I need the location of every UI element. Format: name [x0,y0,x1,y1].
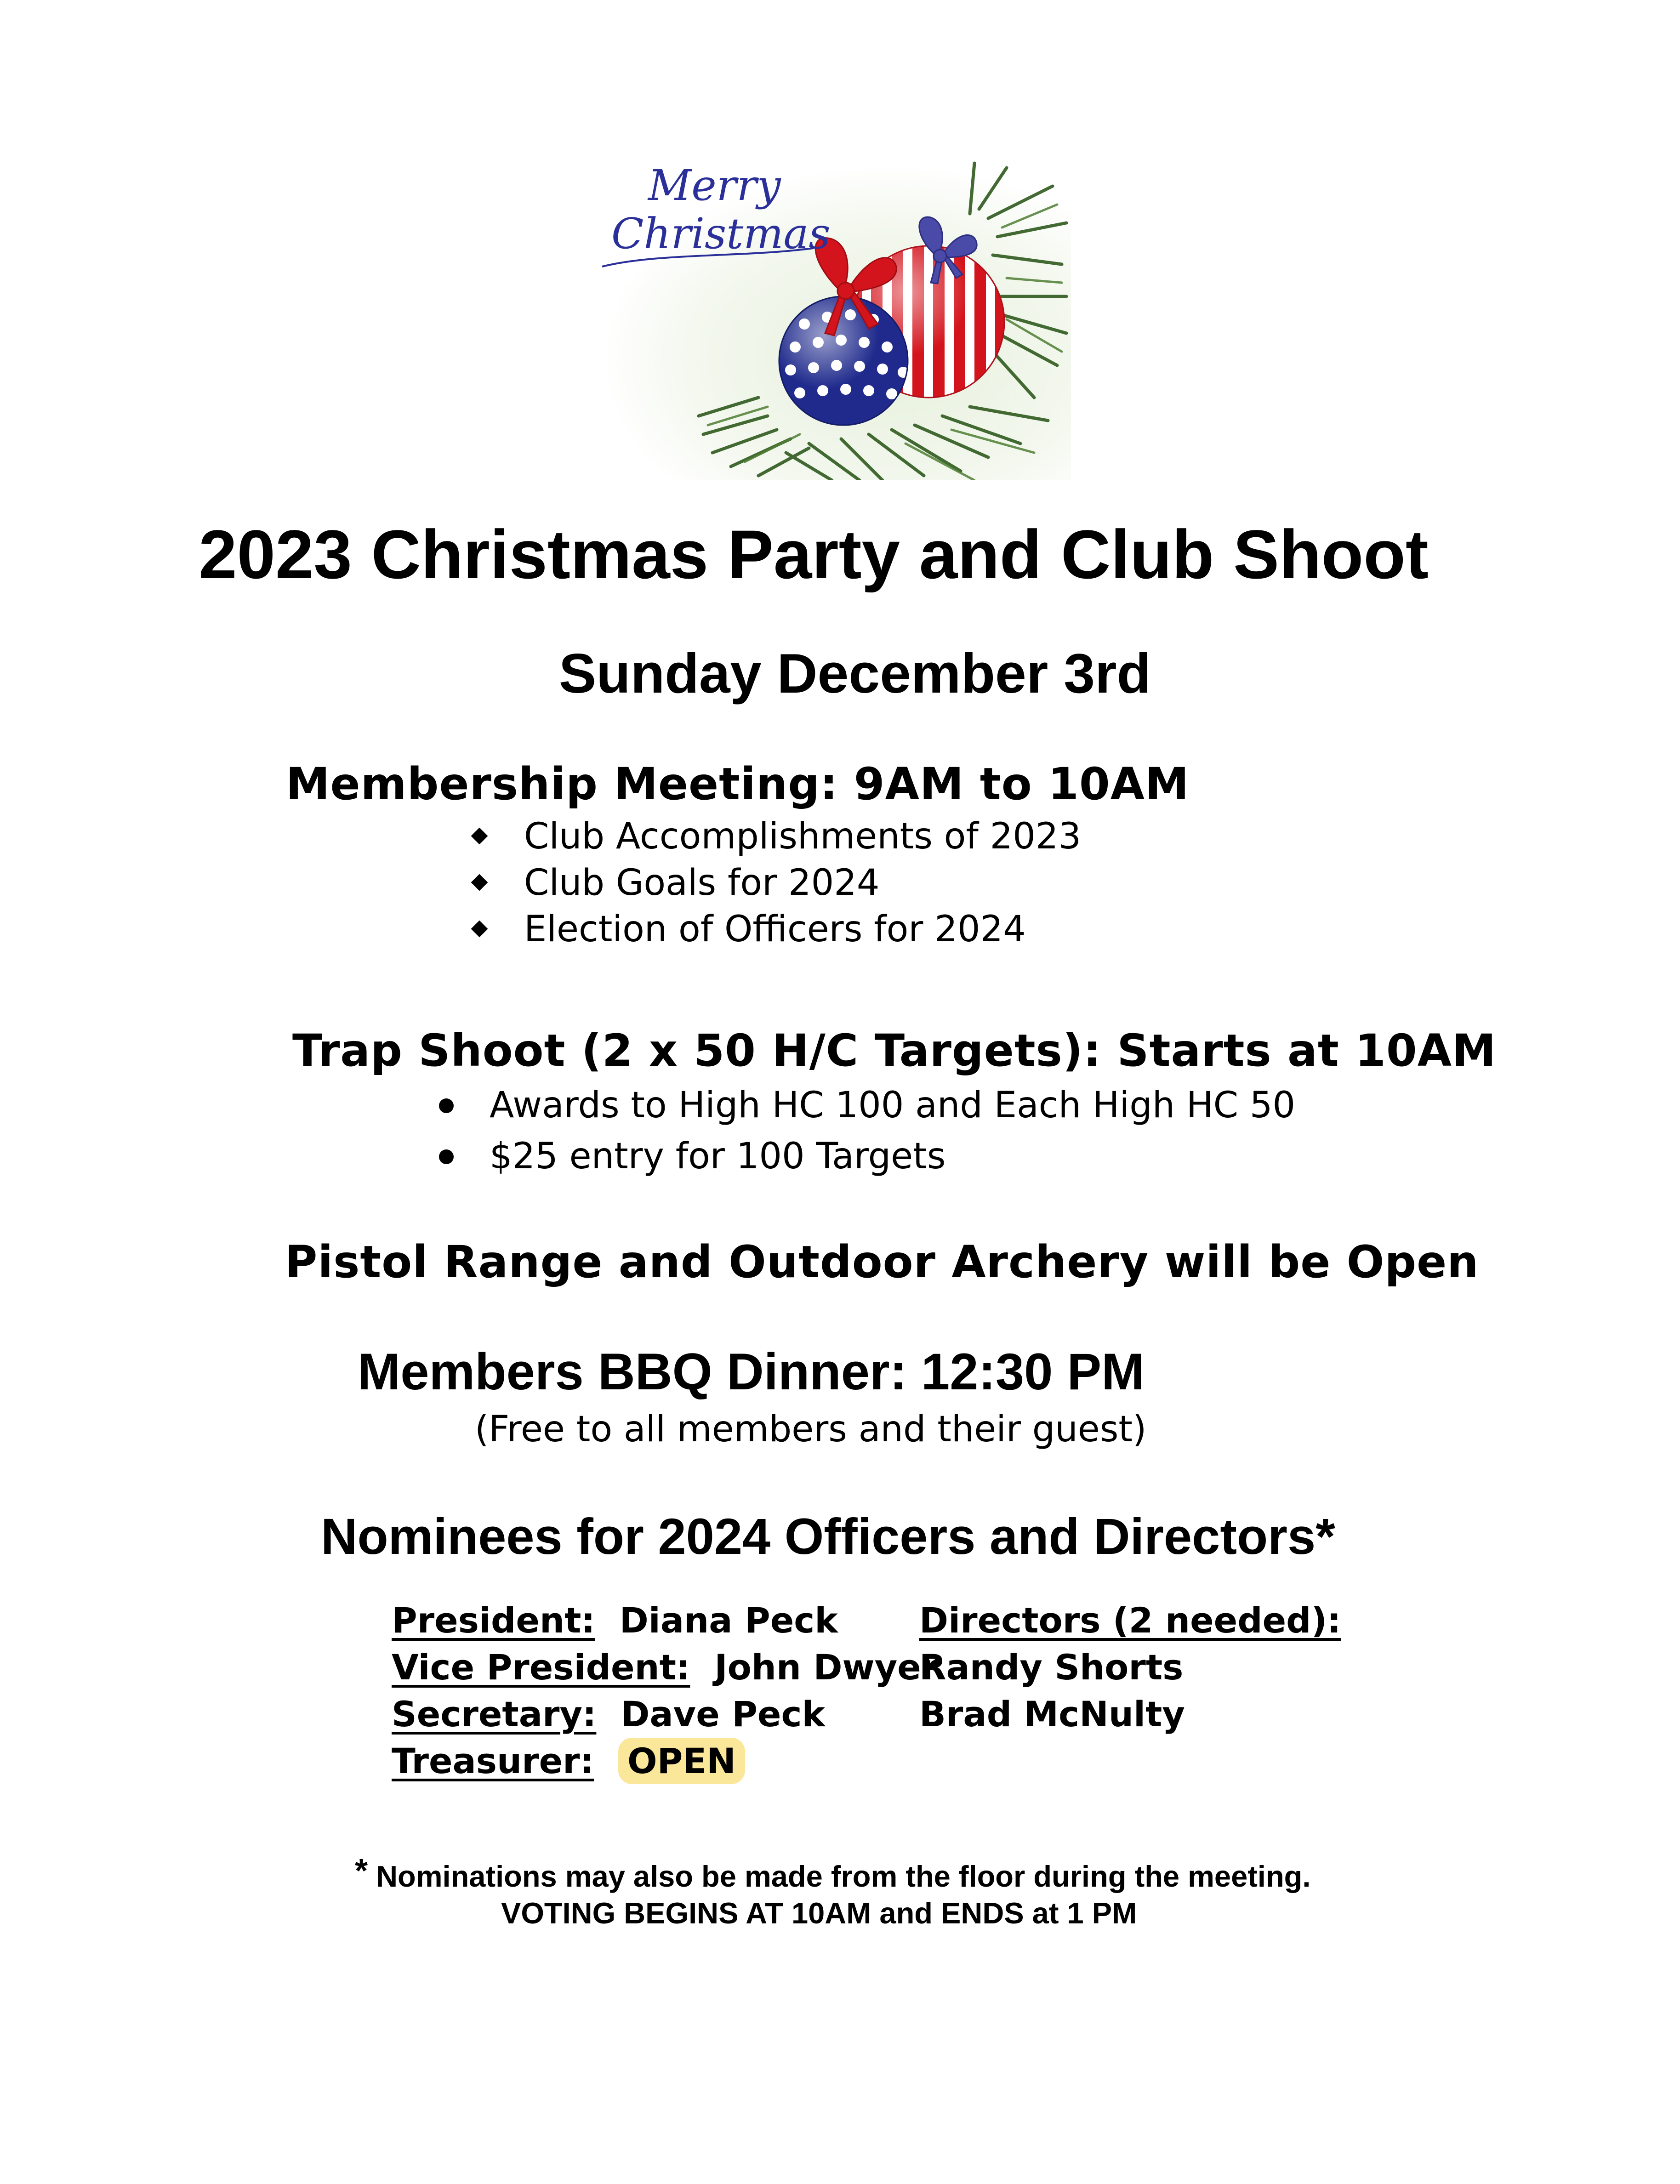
directors-heading: Directors (2 needed): [919,1600,1341,1641]
ranges-open-notice: Pistol Range and Outdoor Archery will be Open [285,1236,1479,1288]
bbq-note: (Free to all members and their guest) [475,1409,1147,1450]
officer-secretary: Secretary: Dave Peck [392,1694,826,1735]
bullet-dot-icon [439,1149,454,1164]
christmas-ornaments-image [593,159,1071,480]
officer-vice-president: Vice President: John Dwyer [392,1647,939,1688]
trap-shoot-list [439,1080,1295,1182]
list-item: Awards to High HC 100 and Each High HC 50 [439,1080,1295,1131]
directors-list [919,1597,1341,1738]
trap-shoot-heading: Trap Shoot (2 x 50 H/C Targets): Starts at 10AM [292,1025,1497,1076]
bullet-dot-icon [439,1098,454,1113]
bbq-heading: Members BBQ Dinner: 12:30 PM [358,1343,1145,1400]
meeting-agenda-list [473,813,1081,953]
director-nominee: Randy Shorts [919,1647,1184,1688]
event-date: Sunday December 3rd [558,642,1151,705]
nominees-heading: Nominees for 2024 Officers and Directors* [321,1508,1335,1565]
diamond-bullet-icon [471,874,488,891]
list-item: Club Goals for 2024 [473,860,1081,906]
diamond-bullet-icon [471,921,488,938]
list-item: Club Accomplishments of 2023 [473,813,1081,860]
list-item: Election of Officers for 2024 [473,906,1081,953]
open-status-badge: OPEN [618,1738,745,1784]
officer-treasurer: Treasurer: OPEN [392,1738,938,1785]
greeting-merry: Merry [648,161,781,210]
diamond-bullet-icon [471,828,488,845]
page-title: 2023 Christmas Party and Club Shoot [199,516,1429,593]
list-item: $25 entry for 100 Targets [439,1131,1295,1182]
greeting-christmas: Christmas [611,209,831,258]
meeting-heading: Membership Meeting: 9AM to 10AM [286,758,1190,810]
officer-president: President: Diana Peck [392,1600,838,1641]
footnote-line-1: * Nominations may also be made from the floor during the meeting. [355,1853,1311,1893]
director-nominee: Brad McNulty [919,1694,1185,1735]
footnote-line-2: VOTING BEGINS AT 10AM and ENDS at 1 PM [501,1896,1137,1930]
officers-list [392,1597,938,1785]
